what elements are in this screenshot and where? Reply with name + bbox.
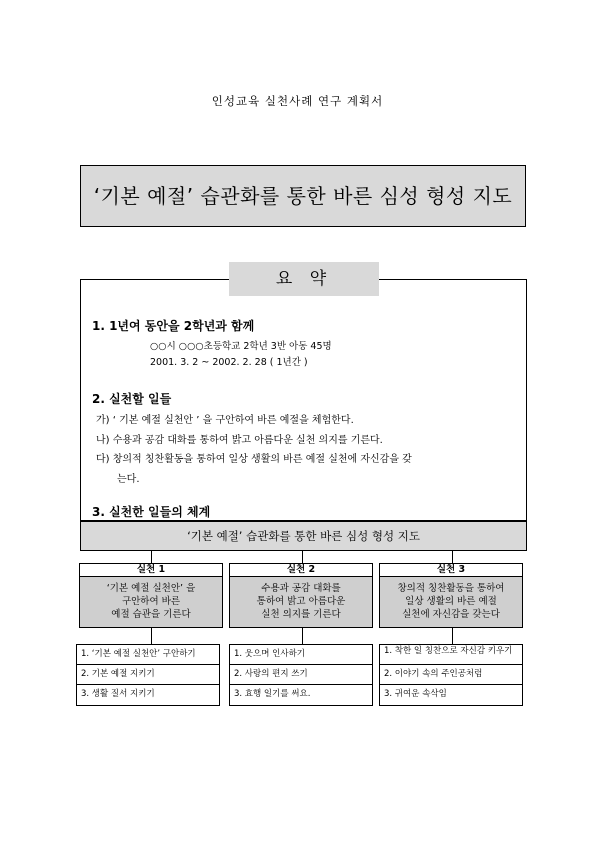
activity-item: 1. 웃으며 인사하기 [230, 645, 372, 665]
practice3-box-line: 일상 생활의 바른 예절 [405, 596, 497, 607]
practice1-box [79, 576, 223, 628]
practice1-box-line: ‘기본 예절 실천안’ 을 [106, 583, 196, 594]
practice2-box-line: 실천 의지를 기른다 [261, 609, 341, 620]
practice2-box-line: 수용과 공감 대화를 [261, 583, 341, 594]
connector-line [151, 628, 152, 644]
section2-item: 다) 창의적 칭찬활동을 통하여 일상 생활의 바른 예절 실천에 자신감을 갖 [96, 454, 412, 465]
connector-line [302, 551, 303, 563]
activity-item: 2. 이야기 속의 주인공처럼 [380, 665, 522, 685]
connector-line [302, 628, 303, 644]
practice2-activities [229, 644, 373, 706]
practice3-box-line: 창의적 칭찬활동을 통하여 [397, 583, 505, 594]
practice3-box [379, 576, 523, 628]
activity-item: 2. 기본 예절 지키기 [77, 665, 219, 685]
document-header: 인성교육 실천사례 연구 계획서 [211, 94, 384, 108]
practice1-activities [76, 644, 220, 706]
section2-heading: 2. 실천할 일들 [92, 392, 172, 406]
practice3-activities [379, 644, 523, 706]
practice3-title: 실천 3 [379, 563, 523, 577]
practice2-box [229, 576, 373, 628]
practice1-box-line: 구안하여 바른 [121, 596, 181, 607]
document-title: ‘기본 예절’ 습관화를 통한 바른 심성 형성 지도 [80, 165, 526, 227]
activity-item: 1. ‘기본 예절 실천안’ 구안하기 [77, 645, 219, 665]
activity-item: 3. 효행 일기를 써요. [234, 689, 311, 699]
section1-heading: 1. 1년여 동안을 2학년과 함께 [92, 319, 255, 333]
practice3-box-line: 실천에 자신감을 갖는다 [402, 609, 500, 620]
connector-line [452, 628, 453, 644]
activity-item: 3. 귀여운 속삭임 [384, 689, 447, 699]
connector-line [452, 551, 453, 563]
summary-tab: 요 약 [229, 262, 379, 296]
practice1-box-line: 예절 습관을 기른다 [111, 609, 191, 620]
section3-heading: 3. 실천한 일들의 체계 [92, 505, 211, 519]
connector-line [151, 551, 152, 563]
section2-item: 가) ‘ 기본 예절 실천안 ’ 을 구안하여 바른 예절을 체험한다. [96, 415, 354, 426]
system-band: ‘기본 예절’ 습관화를 통한 바른 심성 형성 지도 [80, 521, 527, 551]
section1-school-line: ○○시 ○○○초등학교 2학년 3반 아동 45명 [150, 341, 332, 352]
section1-period-line: 2001. 3. 2 ~ 2002. 2. 28 ( 1년간 ) [150, 357, 308, 368]
practice1-title: 실천 1 [79, 563, 223, 577]
activity-item: 2. 사랑의 편지 쓰기 [230, 665, 372, 685]
activity-item: 3. 생활 질서 지키기 [81, 689, 155, 699]
activity-item: 1. 착한 일 칭찬으로 자신감 키우기 [380, 645, 522, 665]
practice2-box-line: 통하여 밝고 아름다운 [256, 596, 346, 607]
section2-item-continued: 는다. [117, 474, 140, 485]
section2-item: 나) 수용과 공감 대화를 통하여 밝고 아름다운 실천 의지를 기른다. [96, 435, 383, 446]
practice2-title: 실천 2 [229, 563, 373, 577]
